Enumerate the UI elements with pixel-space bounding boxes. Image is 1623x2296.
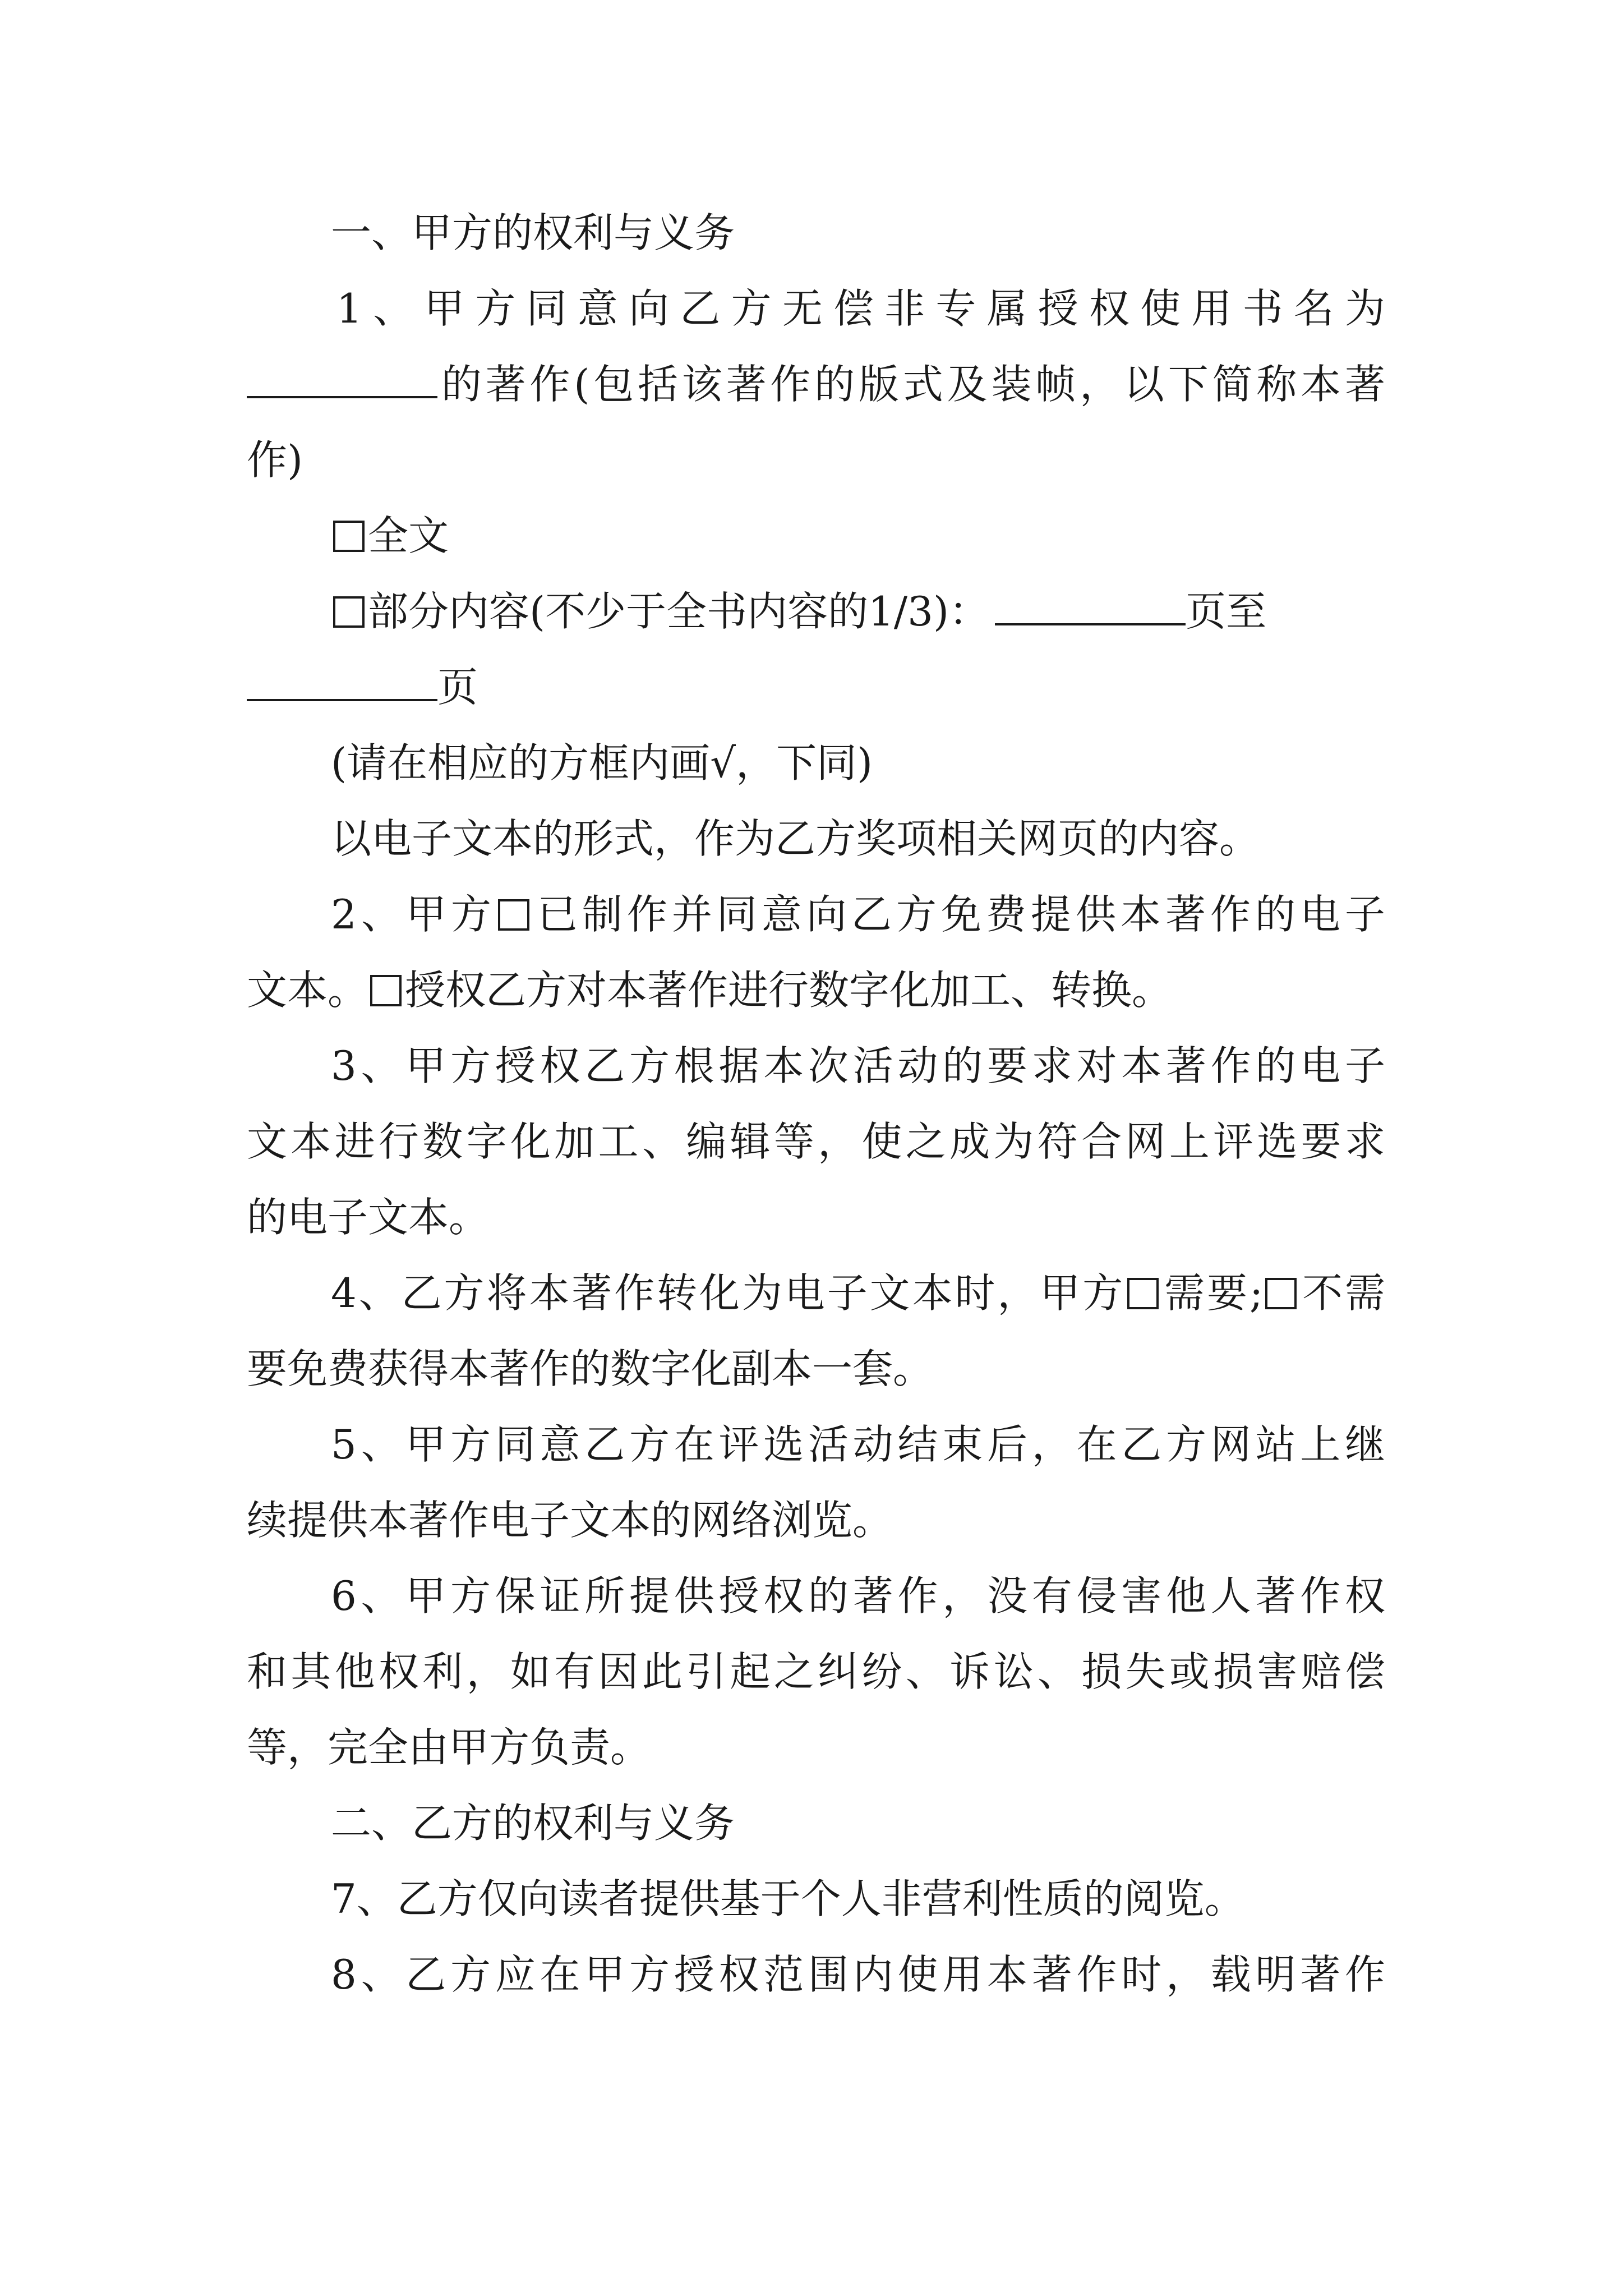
clause-8-line-1: 8、乙方应在甲方授权范围内使用本著作时，载明著作 — [331, 1951, 1385, 1998]
clause-5-line-1: 5、甲方同意乙方在评选活动结束后，在乙方网站上继 — [331, 1421, 1385, 1468]
need-checkbox[interactable] — [1127, 1278, 1159, 1309]
no-need-checkbox[interactable] — [1265, 1278, 1297, 1309]
clause-2-line-2-rest: 授权乙方对本著作进行数字化加工、转换。 — [405, 967, 1173, 1014]
page-end-label: 页 — [437, 664, 478, 711]
clause-1-line-1: 1、甲方同意向乙方无偿非专属授权使用书名为 — [336, 285, 1385, 332]
authorize-digitize-checkbox[interactable] — [370, 975, 402, 1006]
clause-6-line-3: 等，完全由甲方负责。 — [247, 1724, 651, 1771]
clause-7: 7、乙方仅向读者提供基于个人非营利性质的阅览。 — [331, 1875, 1245, 1922]
option-full-text — [331, 508, 1469, 564]
already-made-checkbox[interactable] — [498, 899, 529, 931]
partial-content-checkbox[interactable] — [333, 596, 365, 628]
clause-4-line-1 — [331, 1265, 1385, 1321]
checkbox-instruction: (请在相应的方框内画√，下同) — [331, 739, 873, 786]
end-page-line — [247, 659, 1385, 715]
clause-6-line-2: 和其他权利，如有因此引起之纠纷、诉讼、损失或损害赔偿 — [247, 1648, 1385, 1695]
end-page-blank[interactable] — [247, 665, 437, 701]
clause-2-line-2-prefix: 文本。 — [247, 967, 368, 1014]
clause-4-prefix: 4、乙方将本著作转化为电子文本时，甲方 — [331, 1269, 1126, 1317]
clause-3-line-1: 3、甲方授权乙方根据本次活动的要求对本著作的电子 — [331, 1042, 1385, 1089]
clause-1-line-2-text: 的著作(包括该著作的版式及装帧，以下简称本著 — [437, 361, 1385, 408]
clause-2-line-1 — [331, 886, 1385, 942]
page-to-label: 页至 — [1186, 588, 1267, 635]
clause-3-line-2: 文本进行数字化加工、编辑等，使之成为符合网上评选要求 — [247, 1118, 1385, 1165]
option-partial — [331, 583, 1385, 639]
clause-2-line-2 — [247, 962, 1385, 1018]
ebook-form-line: 以电子文本的形式，作为乙方奖项相关网页的内容。 — [331, 815, 1260, 862]
clause-4-need: 需要; — [1162, 1269, 1264, 1317]
clause-5-line-2: 续提供本著作电子文本的网络浏览。 — [247, 1497, 893, 1544]
full-text-checkbox[interactable] — [333, 521, 365, 552]
option-full-label: 全文 — [368, 512, 449, 559]
clause-4-no-need: 不需 — [1300, 1269, 1385, 1317]
section-two-title: 二、乙方的权利与义务 — [331, 1800, 735, 1847]
clause-6-line-1: 6、甲方保证所提供授权的著作，没有侵害他人著作权 — [331, 1572, 1385, 1619]
clause-2-line-1-rest: 已制作并同意向乙方免费提供本著作的电子 — [532, 891, 1385, 938]
clause-1-line-2 — [247, 356, 1385, 412]
section-one-title: 一、甲方的权利与义务 — [331, 209, 735, 256]
clause-2-prefix: 2、甲方 — [331, 891, 496, 938]
clause-4-line-2: 要免费获得本著作的数字化副本一套。 — [247, 1345, 934, 1392]
book-title-blank[interactable] — [247, 362, 437, 398]
clause-3-line-3: 的电子文本。 — [247, 1194, 490, 1241]
clause-1-line-3: 作) — [247, 436, 303, 484]
option-partial-label: 部分内容(不少于全书内容的1/3)： — [368, 588, 990, 635]
start-page-blank[interactable] — [995, 590, 1186, 625]
